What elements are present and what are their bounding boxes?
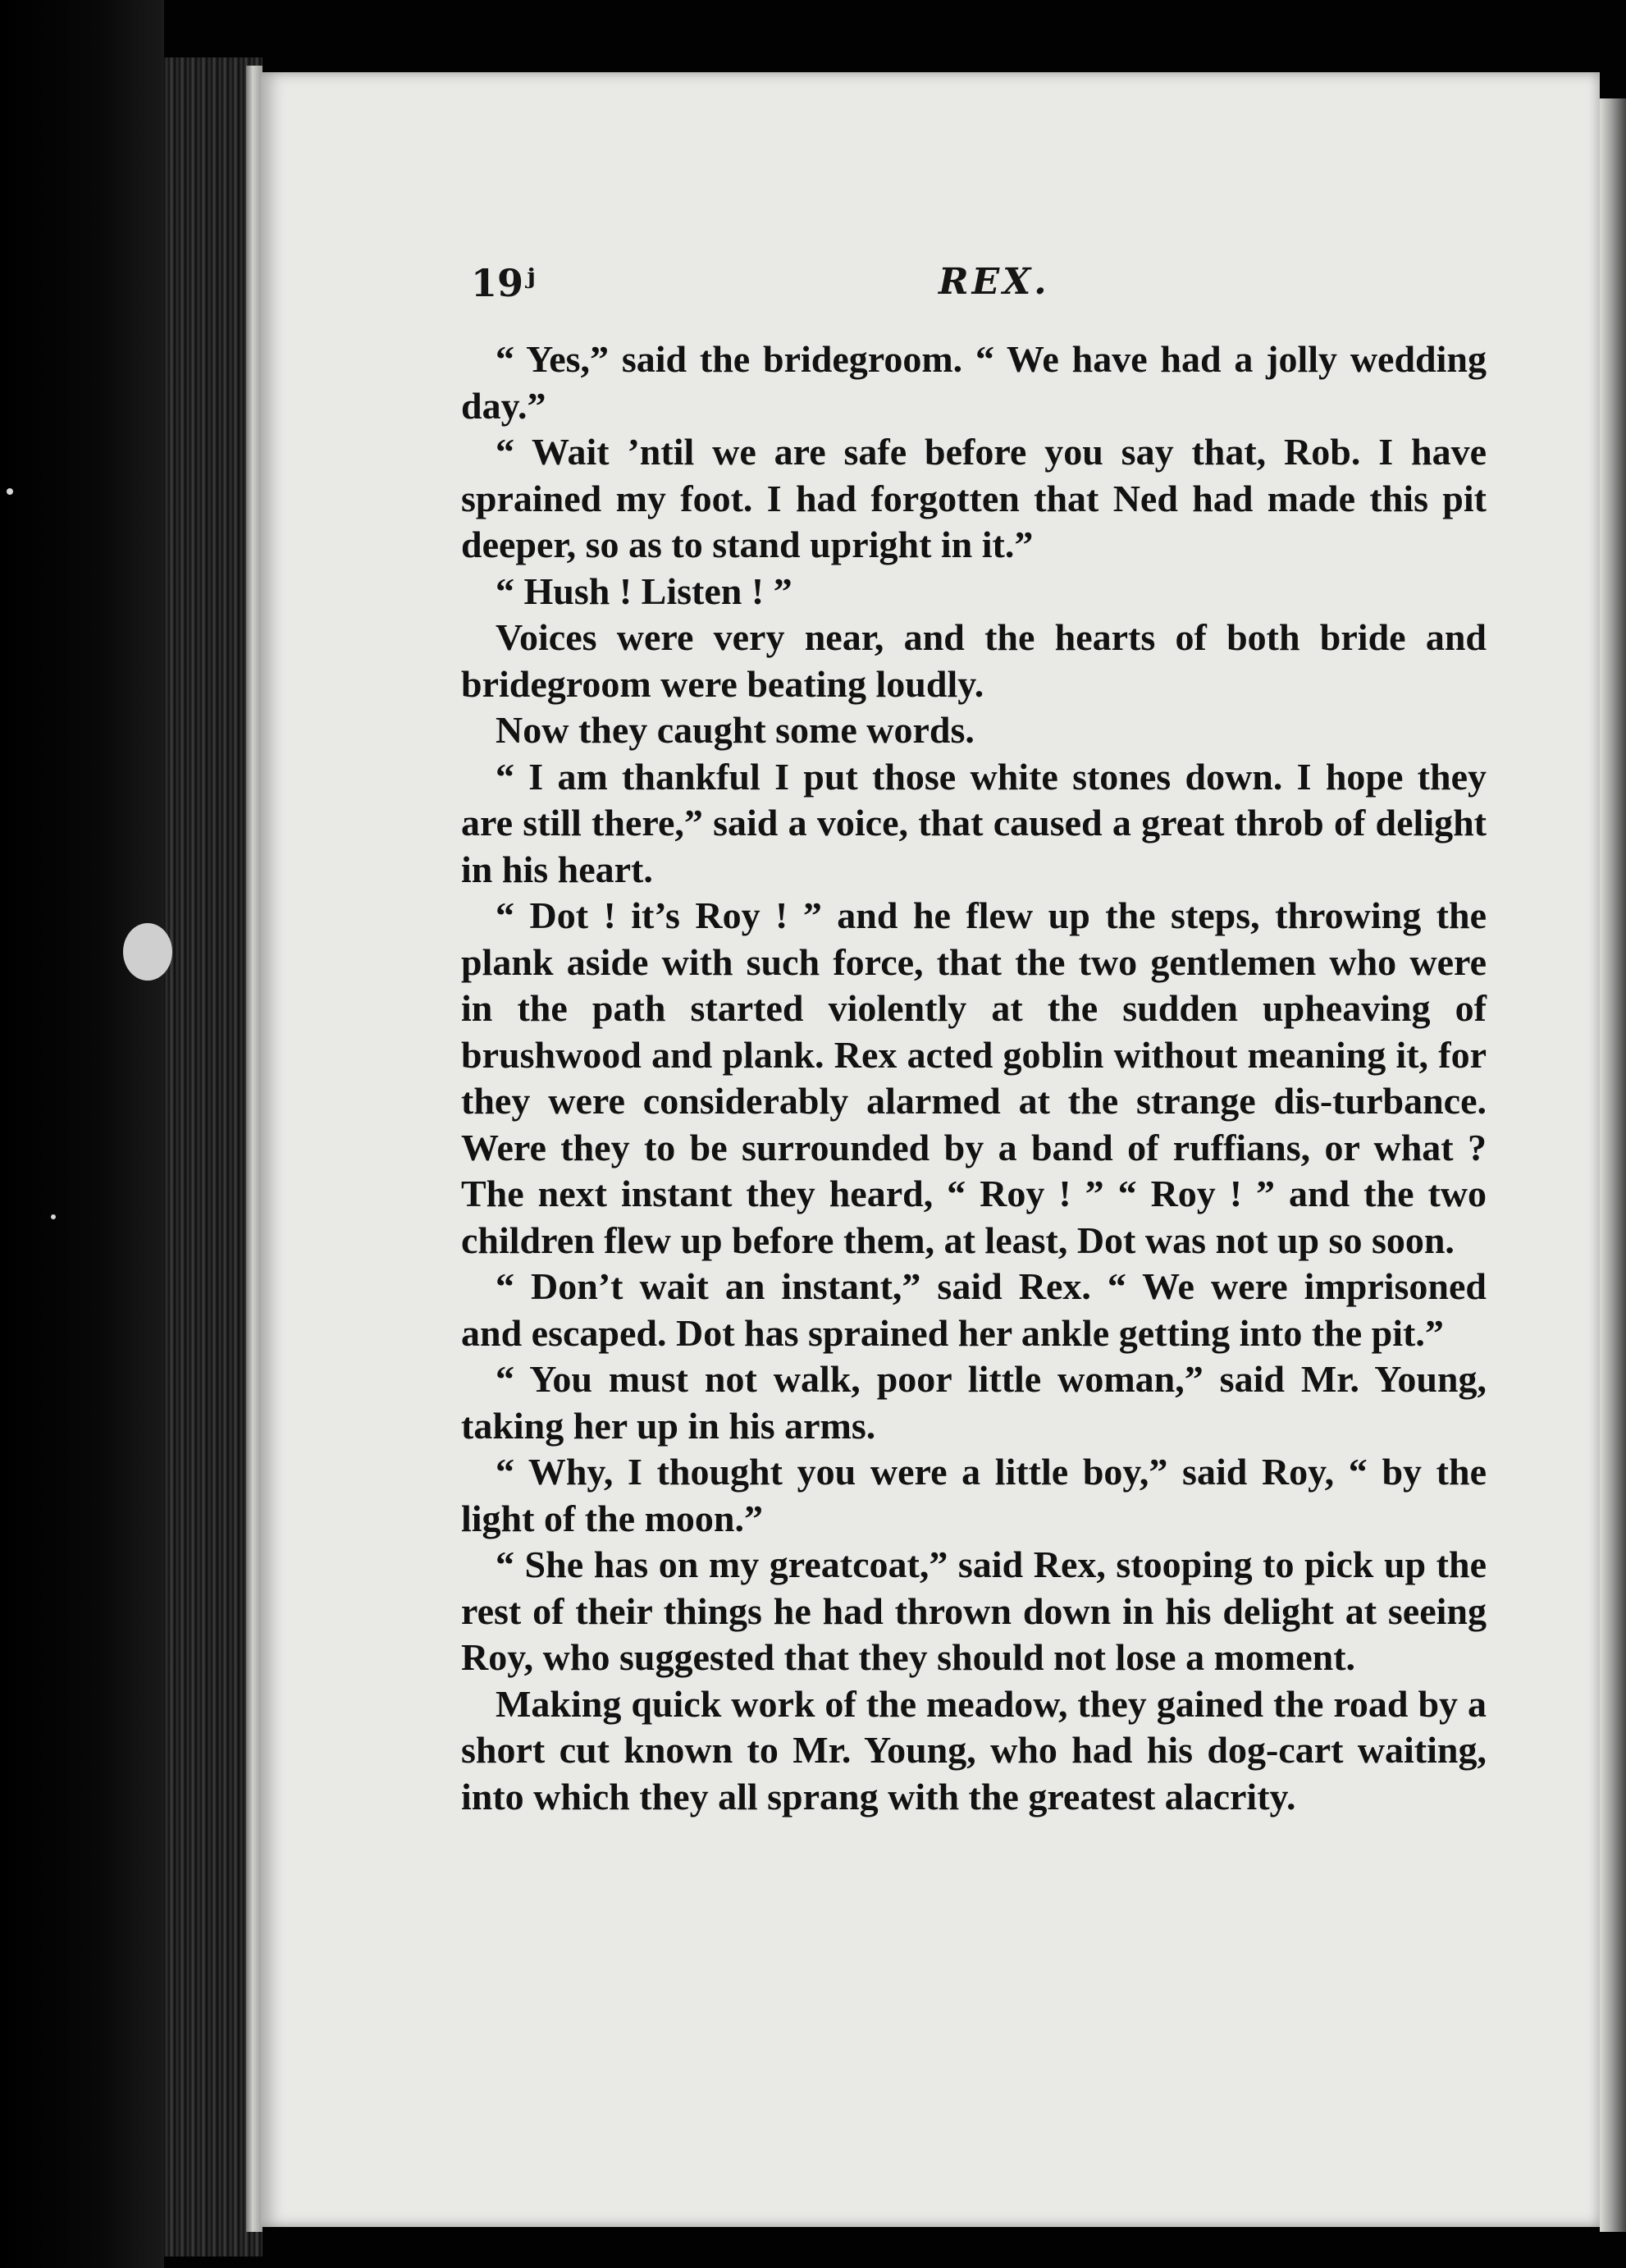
paragraph: “ Yes,” said the bridegroom. “ We have had a jolly wedding day.”: [461, 338, 1487, 427]
paragraph: Voices were very near, and the hearts of both bride and bridegroom were beating loudly.: [461, 616, 1487, 705]
paragraph: “ Don’t wait an instant,” said Rex. “ We were imprisoned and escaped. Dot has sprained her ankle getting into the pit.”: [461, 1265, 1487, 1354]
page-header: [471, 261, 1480, 318]
paragraph: Now they caught some words.: [496, 709, 975, 751]
paragraph: “ Wait ’ntil we are safe before you say that, Rob. I have sprained my foot. I had forgotten that Ned had made this pit deeper, so as to stand upright in it.”: [461, 431, 1487, 565]
paragraph: “ Dot ! it’s Roy ! ” and he flew up the steps, throwing the plank aside with such force, that the two gentlemen who were in the path started violently at the sudden upheaving of brushwood and plank. Rex acted goblin without meaning it, for they were considerably alarmed at the strange dis-turbance. Were they to be surrounded by a band of ruffians, or what ? The next instant they heard, “ Roy ! ” “ Roy ! ” and the two children flew up before them, at least, Dot was not up so soon.: [461, 894, 1487, 1261]
paragraph: “ You must not walk, poor little woman,” said Mr. Young, taking her up in his arms.: [461, 1358, 1487, 1447]
running-head: REX.: [939, 261, 1050, 303]
paragraph: “ Why, I thought you were a little boy,” said Roy, “ by the light of the moon.”: [461, 1451, 1487, 1539]
scan-speck: [7, 488, 13, 495]
page-right-edge: [1600, 98, 1626, 2232]
page-number: 19ʲ: [471, 261, 536, 305]
scan-speck: [51, 1214, 56, 1219]
page-gutter-edge: [246, 66, 263, 2232]
paragraph: “ She has on my greatcoat,” said Rex, stooping to pick up the rest of their things he had thrown down in his delight at seeing Roy, who suggested that they should not lose a moment.: [461, 1543, 1487, 1678]
scan-speck: [123, 923, 172, 981]
body-text: [461, 336, 1487, 1820]
book-spine-shadow: [0, 0, 164, 2268]
paragraph: “ I am thankful I put those white stones down. I hope they are still there,” said a voice, that caused a great throb of delight in his heart.: [461, 755, 1487, 890]
paragraph: Making quick work of the meadow, they gained the road by a short cut known to Mr. Young, who had his dog-cart waiting, into which they all sprang with the greatest alacrity.: [461, 1682, 1487, 1818]
paragraph: “ Hush ! Listen ! ”: [496, 569, 792, 612]
